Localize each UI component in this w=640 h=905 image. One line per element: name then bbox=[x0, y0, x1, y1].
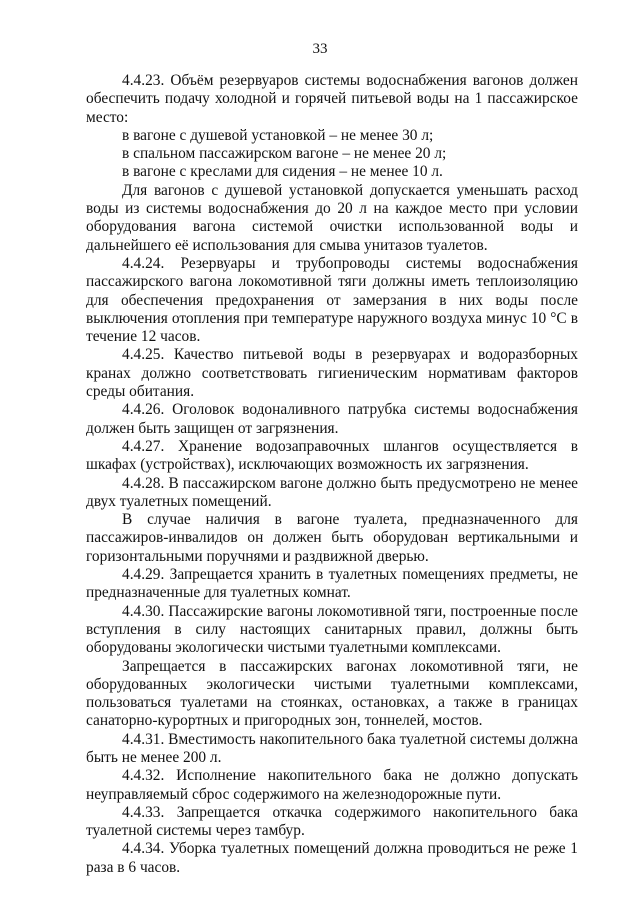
paragraph-4-4-32: 4.4.32. Исполнение накопительного бака не должно допускать неуправляемый сброс содержимого на железнодорожные пути. bbox=[86, 767, 578, 803]
page-number: 33 bbox=[312, 41, 328, 57]
paragraph-4-4-29: 4.4.29. Запрещается хранить в туалетных помещениях предметы, не предназначенные для туалетных комнат. bbox=[86, 566, 578, 602]
paragraph-4-4-31: 4.4.31. Вместимость накопительного бака туалетной системы должна быть не менее 200 л. bbox=[86, 730, 578, 766]
list-item-sleeping-wagon: в спальном пассажирском вагоне – не менее 20 л; bbox=[122, 145, 447, 163]
paragraph-4-4-34: 4.4.34. Уборка туалетных помещений должна проводиться не реже 1 раза в 6 часов. bbox=[86, 840, 578, 876]
paragraph-disabled-toilet: В случае наличия в вагоне туалета, предназначенного для пассажиров-инвалидов он должен быть оборудован вертикальными и горизонтальными поручнями и раздвижной дверью. bbox=[86, 511, 578, 565]
paragraph-toilet-prohibition: Запрещается в пассажирских вагонах локомотивной тяги, не оборудованных экологически чистыми туалетными комплексами, пользоваться туалетами на стоянках, остановках, а также в границах санаторно-курортных и пригородных зон, тоннелей, мостов. bbox=[86, 657, 578, 730]
list-item-shower-wagon: в вагоне с душевой установкой – не менее 30 л; bbox=[122, 126, 434, 144]
paragraph-4-4-33: 4.4.33. Запрещается откачка содержимого накопительного бака туалетной системы через тамбур. bbox=[86, 803, 578, 840]
paragraph-4-4-27: 4.4.27. Хранение водозаправочных шлангов осуществляется в шкафах (устройствах), исключающих возможность их загрязнения. bbox=[86, 437, 578, 474]
paragraph-4-4-26: 4.4.26. Оголовок водоналивного патрубка системы водоснабжения должен быть защищен от загрязнения. bbox=[86, 401, 578, 437]
paragraph-4-4-28: 4.4.28. В пассажирском вагоне должно быть предусмотрено не менее двух туалетных помещений. bbox=[86, 474, 578, 510]
paragraph-4-4-25: 4.4.25. Качество питьевой воды в резервуарах и водоразборных кранах должно соответствовать гигиеническим нормативам факторов среды обитания. bbox=[86, 346, 578, 401]
paragraph-4-4-24: 4.4.24. Резервуары и трубопроводы системы водоснабжения пассажирского вагона локомотивной тяги должны иметь теплоизоляцию для обеспечения предохранения от замерзания в них воды после выключения отопления при температуре наружного воздуха минус 10 °С в течение 12 часов. bbox=[86, 254, 578, 346]
document-body bbox=[86, 72, 578, 877]
paragraph-4-4-23: 4.4.23. Объём резервуаров системы водоснабжения вагонов должен обеспечить подачу холодной и горячей питьевой воды на 1 пассажирское место: bbox=[86, 72, 578, 126]
paragraph-4-4-30: 4.4.30. Пассажирские вагоны локомотивной тяги, построенные после вступления в силу настоящих санитарных правил, должны быть оборудованы экологически чистыми туалетными комплексами. bbox=[86, 602, 578, 657]
paragraph-shower-reduction: Для вагонов с душевой установкой допускается уменьшать расход воды из системы водоснабжения до 20 л на каждое место при условии оборудования вагона системой очистки использованной воды и дальнейшего её использования для смыва унитазов туалетов. bbox=[86, 181, 578, 254]
list-item-seating-wagon: в вагоне с креслами для сидения – не менее 10 л. bbox=[122, 163, 443, 181]
